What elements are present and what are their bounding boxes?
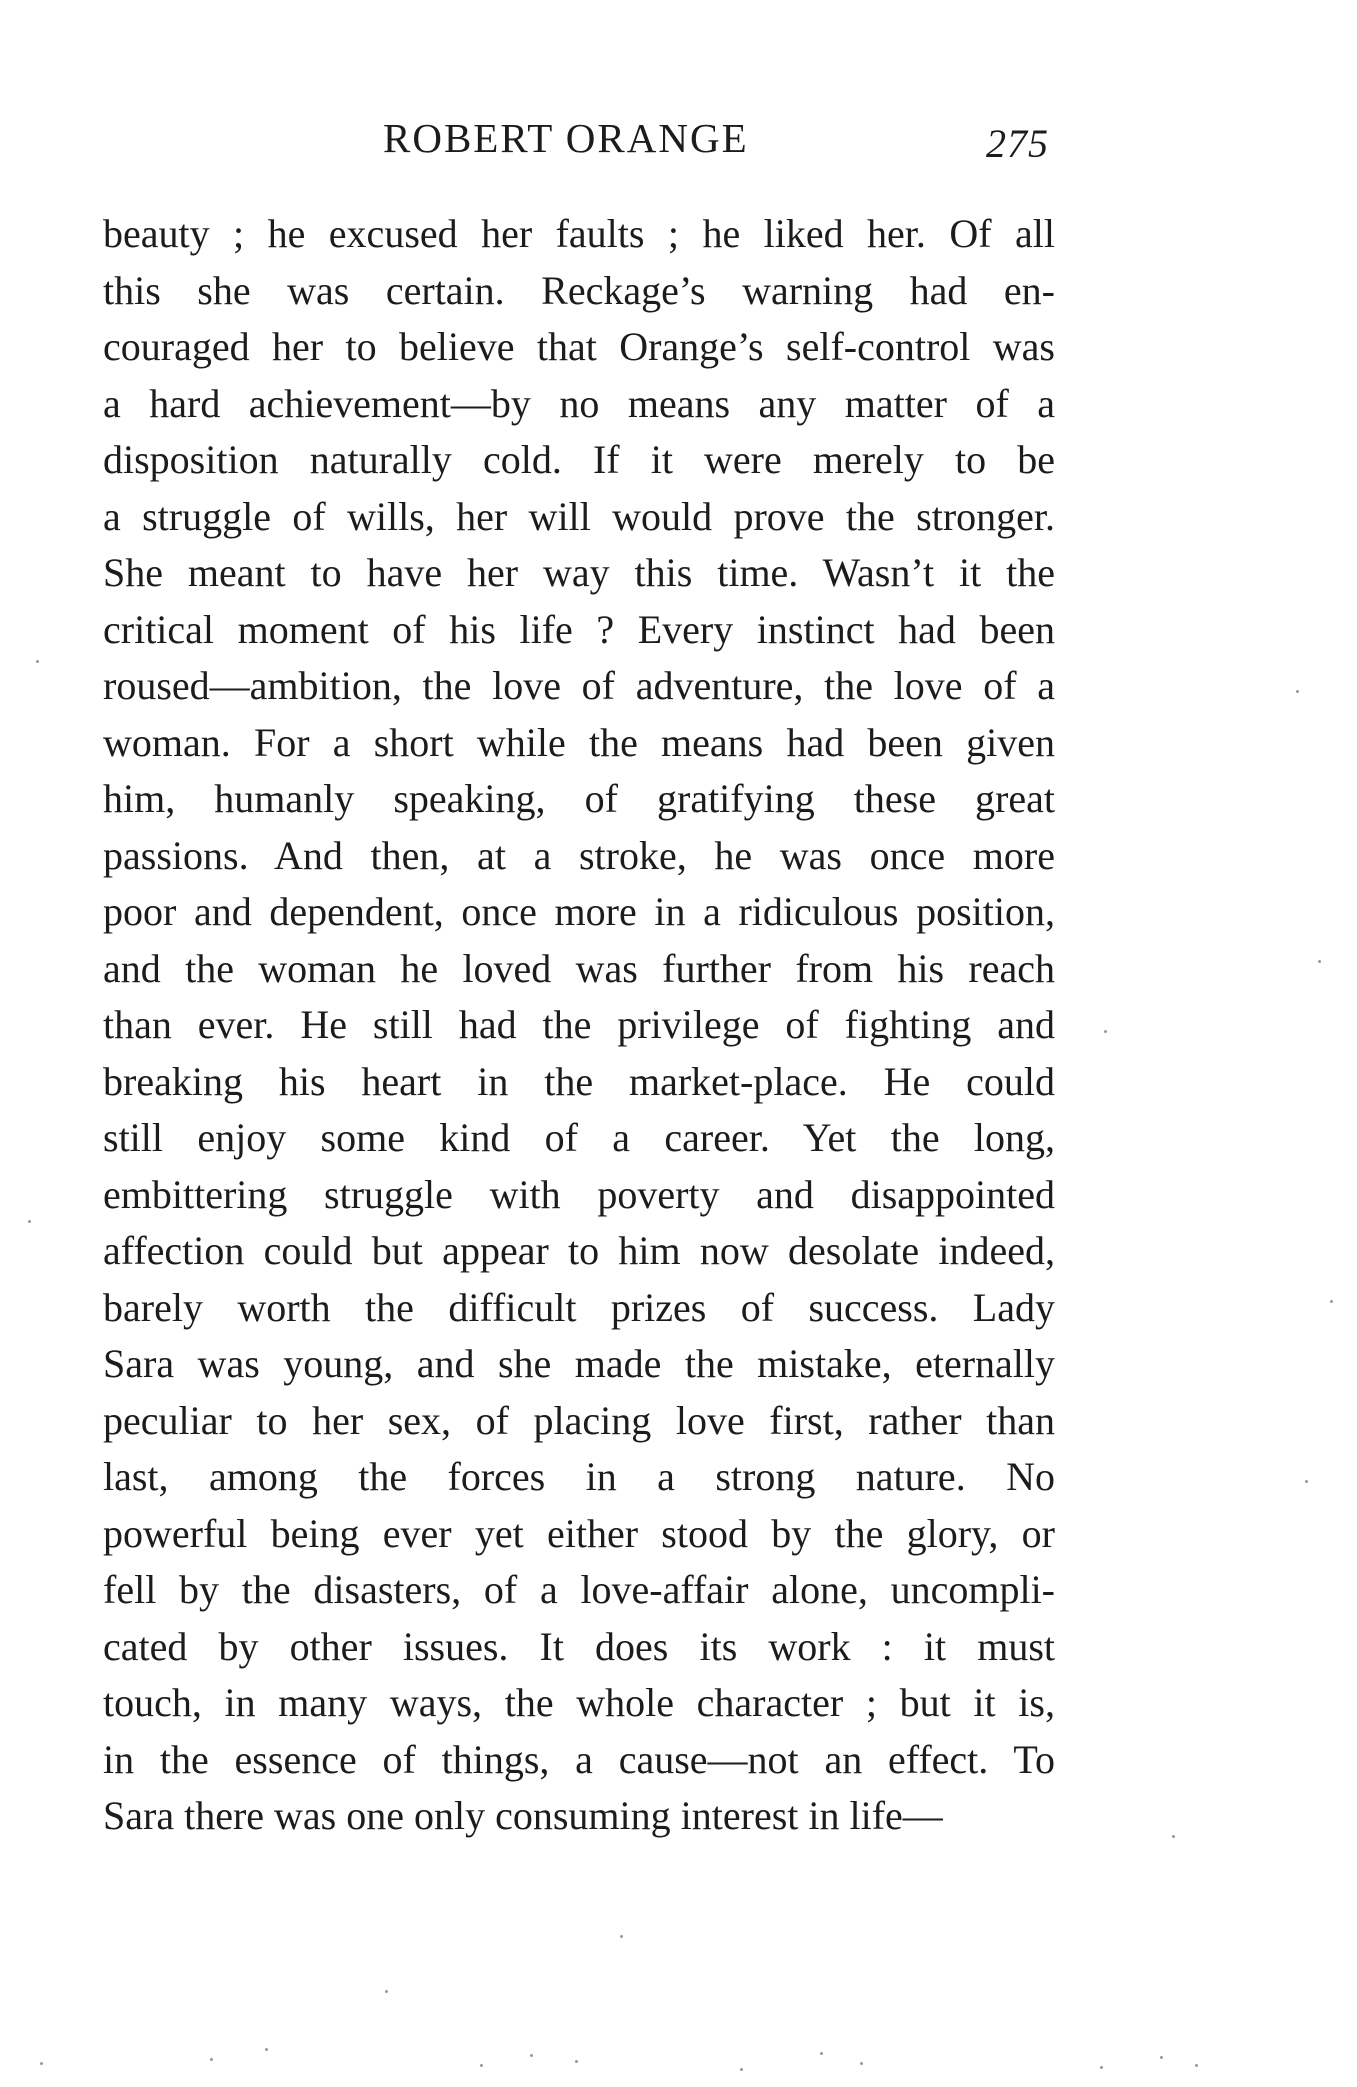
text-line: last, among the forces in a strong nature. No <box>103 1454 1055 1499</box>
text-line: embittering struggle with poverty and disappointed <box>103 1171 1055 1217</box>
text-line: this she was certain. Reckage’s warning had en- <box>103 267 1055 313</box>
text-line: Sara there was one only consuming interest in life— <box>103 1793 943 1838</box>
text-line: poor and dependent, once more in a ridiculous position, <box>103 889 1055 934</box>
paper-speck <box>740 2068 743 2071</box>
text-line: passions. And then, at a stroke, he was once more <box>103 832 1055 878</box>
page-number: 275 <box>986 121 1049 166</box>
text-line: peculiar to her sex, of placing love first, rather than <box>103 1397 1055 1443</box>
text-line: fell by the disasters, of a love-affair alone, uncompli- <box>103 1567 1055 1612</box>
paper-speck <box>860 2062 863 2065</box>
text-line: Sara was young, and she made the mistake, eternally <box>103 1341 1055 1386</box>
running-head <box>0 108 1357 168</box>
text-line: still enjoy some kind of a career. Yet the long, <box>103 1115 1055 1160</box>
paper-speck <box>1195 2064 1198 2067</box>
text-line: couraged her to believe that Orange’s self-control was <box>103 324 1055 369</box>
paper-speck <box>36 660 39 663</box>
paper-speck <box>1318 960 1321 963</box>
text-line: disposition naturally cold. If it were merely to be <box>103 437 1055 482</box>
scan-noise-strip <box>0 2040 1357 2080</box>
paper-speck <box>1100 2066 1103 2069</box>
paper-speck <box>530 2054 533 2057</box>
text-line: critical moment of his life ? Every instinct had been <box>103 606 1055 652</box>
paper-speck <box>1172 1835 1175 1838</box>
text-line: woman. For a short while the means had been given <box>103 719 1055 765</box>
text-line: and the woman he loved was further from his reach <box>103 945 1055 991</box>
paper-speck <box>1296 690 1299 693</box>
paper-speck <box>1305 1480 1308 1483</box>
body-text <box>103 206 1055 1845</box>
running-title: ROBERT ORANGE <box>383 115 749 161</box>
text-line: roused—ambition, the love of adventure, the love of a <box>103 663 1055 708</box>
text-line: She meant to have her way this time. Wasn’t it the <box>103 550 1055 595</box>
paper-speck <box>40 2062 43 2065</box>
paper-speck <box>620 1935 623 1938</box>
text-line: a struggle of wills, her will would prove the stronger. <box>103 493 1055 539</box>
paper-speck <box>265 2048 268 2051</box>
paper-speck <box>1330 1300 1333 1303</box>
text-line: than ever. He still had the privilege of fighting and <box>103 1002 1055 1047</box>
paper-speck <box>28 1220 31 1223</box>
paper-speck <box>1104 1030 1107 1033</box>
text-line: breaking his heart in the market-place. He could <box>103 1058 1055 1104</box>
paper-speck <box>480 2064 483 2067</box>
paper-speck <box>820 2052 823 2055</box>
paper-speck <box>385 1990 388 1993</box>
text-line: a hard achievement—by no means any matter of a <box>103 380 1055 426</box>
paper-speck <box>1160 2056 1163 2059</box>
text-line: beauty ; he excused her faults ; he liked her. Of all <box>103 211 1055 256</box>
text-line: cated by other issues. It does its work : it must <box>103 1623 1055 1669</box>
text-line: affection could but appear to him now desolate indeed, <box>103 1228 1055 1273</box>
text-line: touch, in many ways, the whole character ; but it is, <box>103 1680 1055 1725</box>
text-line: barely worth the difficult prizes of success. Lady <box>103 1284 1055 1330</box>
paper-speck <box>575 2060 578 2063</box>
text-line: powerful being ever yet either stood by the glory, or <box>103 1510 1055 1556</box>
text-line: in the essence of things, a cause—not an effect. To <box>103 1736 1055 1782</box>
text-line: him, humanly speaking, of gratifying these great <box>103 776 1055 821</box>
paper-speck <box>210 2058 213 2061</box>
